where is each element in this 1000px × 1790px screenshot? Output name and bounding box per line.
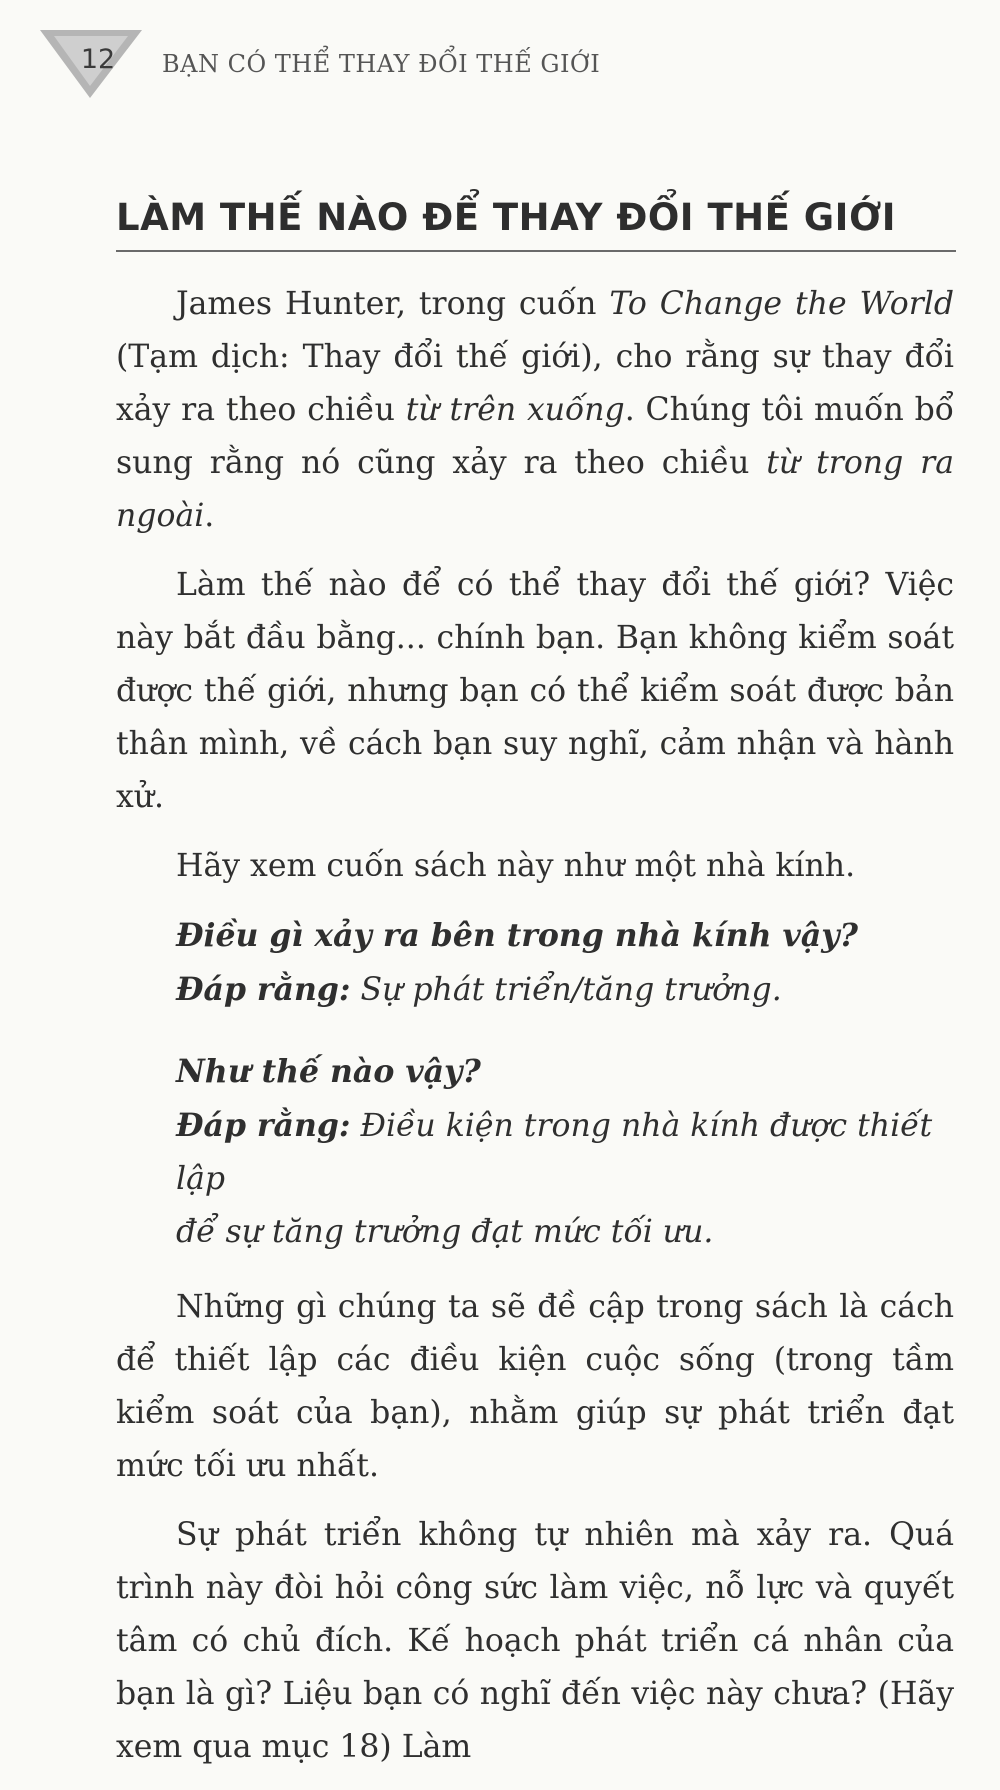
paragraph-3: Hãy xem cuốn sách này như một nhà kính. bbox=[176, 848, 856, 884]
qa-block-2 bbox=[116, 1045, 954, 1259]
running-head: BẠN CÓ THỂ THAY ĐỔI THẾ GIỚI bbox=[162, 50, 601, 78]
body-text bbox=[116, 278, 954, 1790]
page-header bbox=[38, 28, 738, 100]
qa-question-2: Như thế nào vậy? bbox=[176, 1053, 481, 1090]
section-title: LÀM THẾ NÀO ĐỂ THAY ĐỔI THẾ GIỚI bbox=[116, 196, 897, 239]
page-number: 12 bbox=[80, 44, 116, 75]
qa-answer-1: Đáp rằng: Sự phát triển/tăng trưởng. bbox=[176, 971, 782, 1008]
qa-question-1: Điều gì xảy ra bên trong nhà kính vậy? bbox=[176, 917, 859, 954]
title-underline bbox=[116, 250, 956, 252]
paragraph-5: Sự phát triển không tự nhiên mà xảy ra. Quá trình này đòi hỏi công sức làm việc, nỗ lực và quyết tâm có chủ đích. Kế hoạch phát triển cá nhân của bạn là gì? Liệu bạn có nghĩ đến việc này chưa? (Hãy xem qua mục 18) Làm bbox=[116, 1517, 954, 1765]
qa-answer-2: Đáp rằng: Điều kiện trong nhà kính được thiết lập bbox=[176, 1107, 933, 1197]
qa-block-1 bbox=[116, 909, 954, 1017]
qa-answer-2-continued: để sự tăng trưởng đạt mức tối ưu. bbox=[176, 1214, 714, 1250]
paragraph-2: Làm thế nào để có thể thay đổi thế giới? Việc này bắt đầu bằng... chính bạn. Bạn không kiểm soát được thế giới, nhưng bạn có thể kiểm soát được bản thân mình, về cách bạn suy nghĩ, cảm nhận và hành xử. bbox=[116, 567, 954, 815]
paragraph-1: James Hunter, trong cuốn To Change the World (Tạm dịch: Thay đổi thế giới), cho rằng sự thay đổi xảy ra theo chiều từ trên xuống. Chúng tôi muốn bổ sung rằng nó cũng xảy ra theo chiều từ trong ra ngoài. bbox=[116, 286, 955, 534]
paragraph-4: Những gì chúng ta sẽ đề cập trong sách là cách để thiết lập các điều kiện cuộc sống (trong tầm kiểm soát của bạn), nhằm giúp sự phát triển đạt mức tối ưu nhất. bbox=[116, 1289, 954, 1484]
